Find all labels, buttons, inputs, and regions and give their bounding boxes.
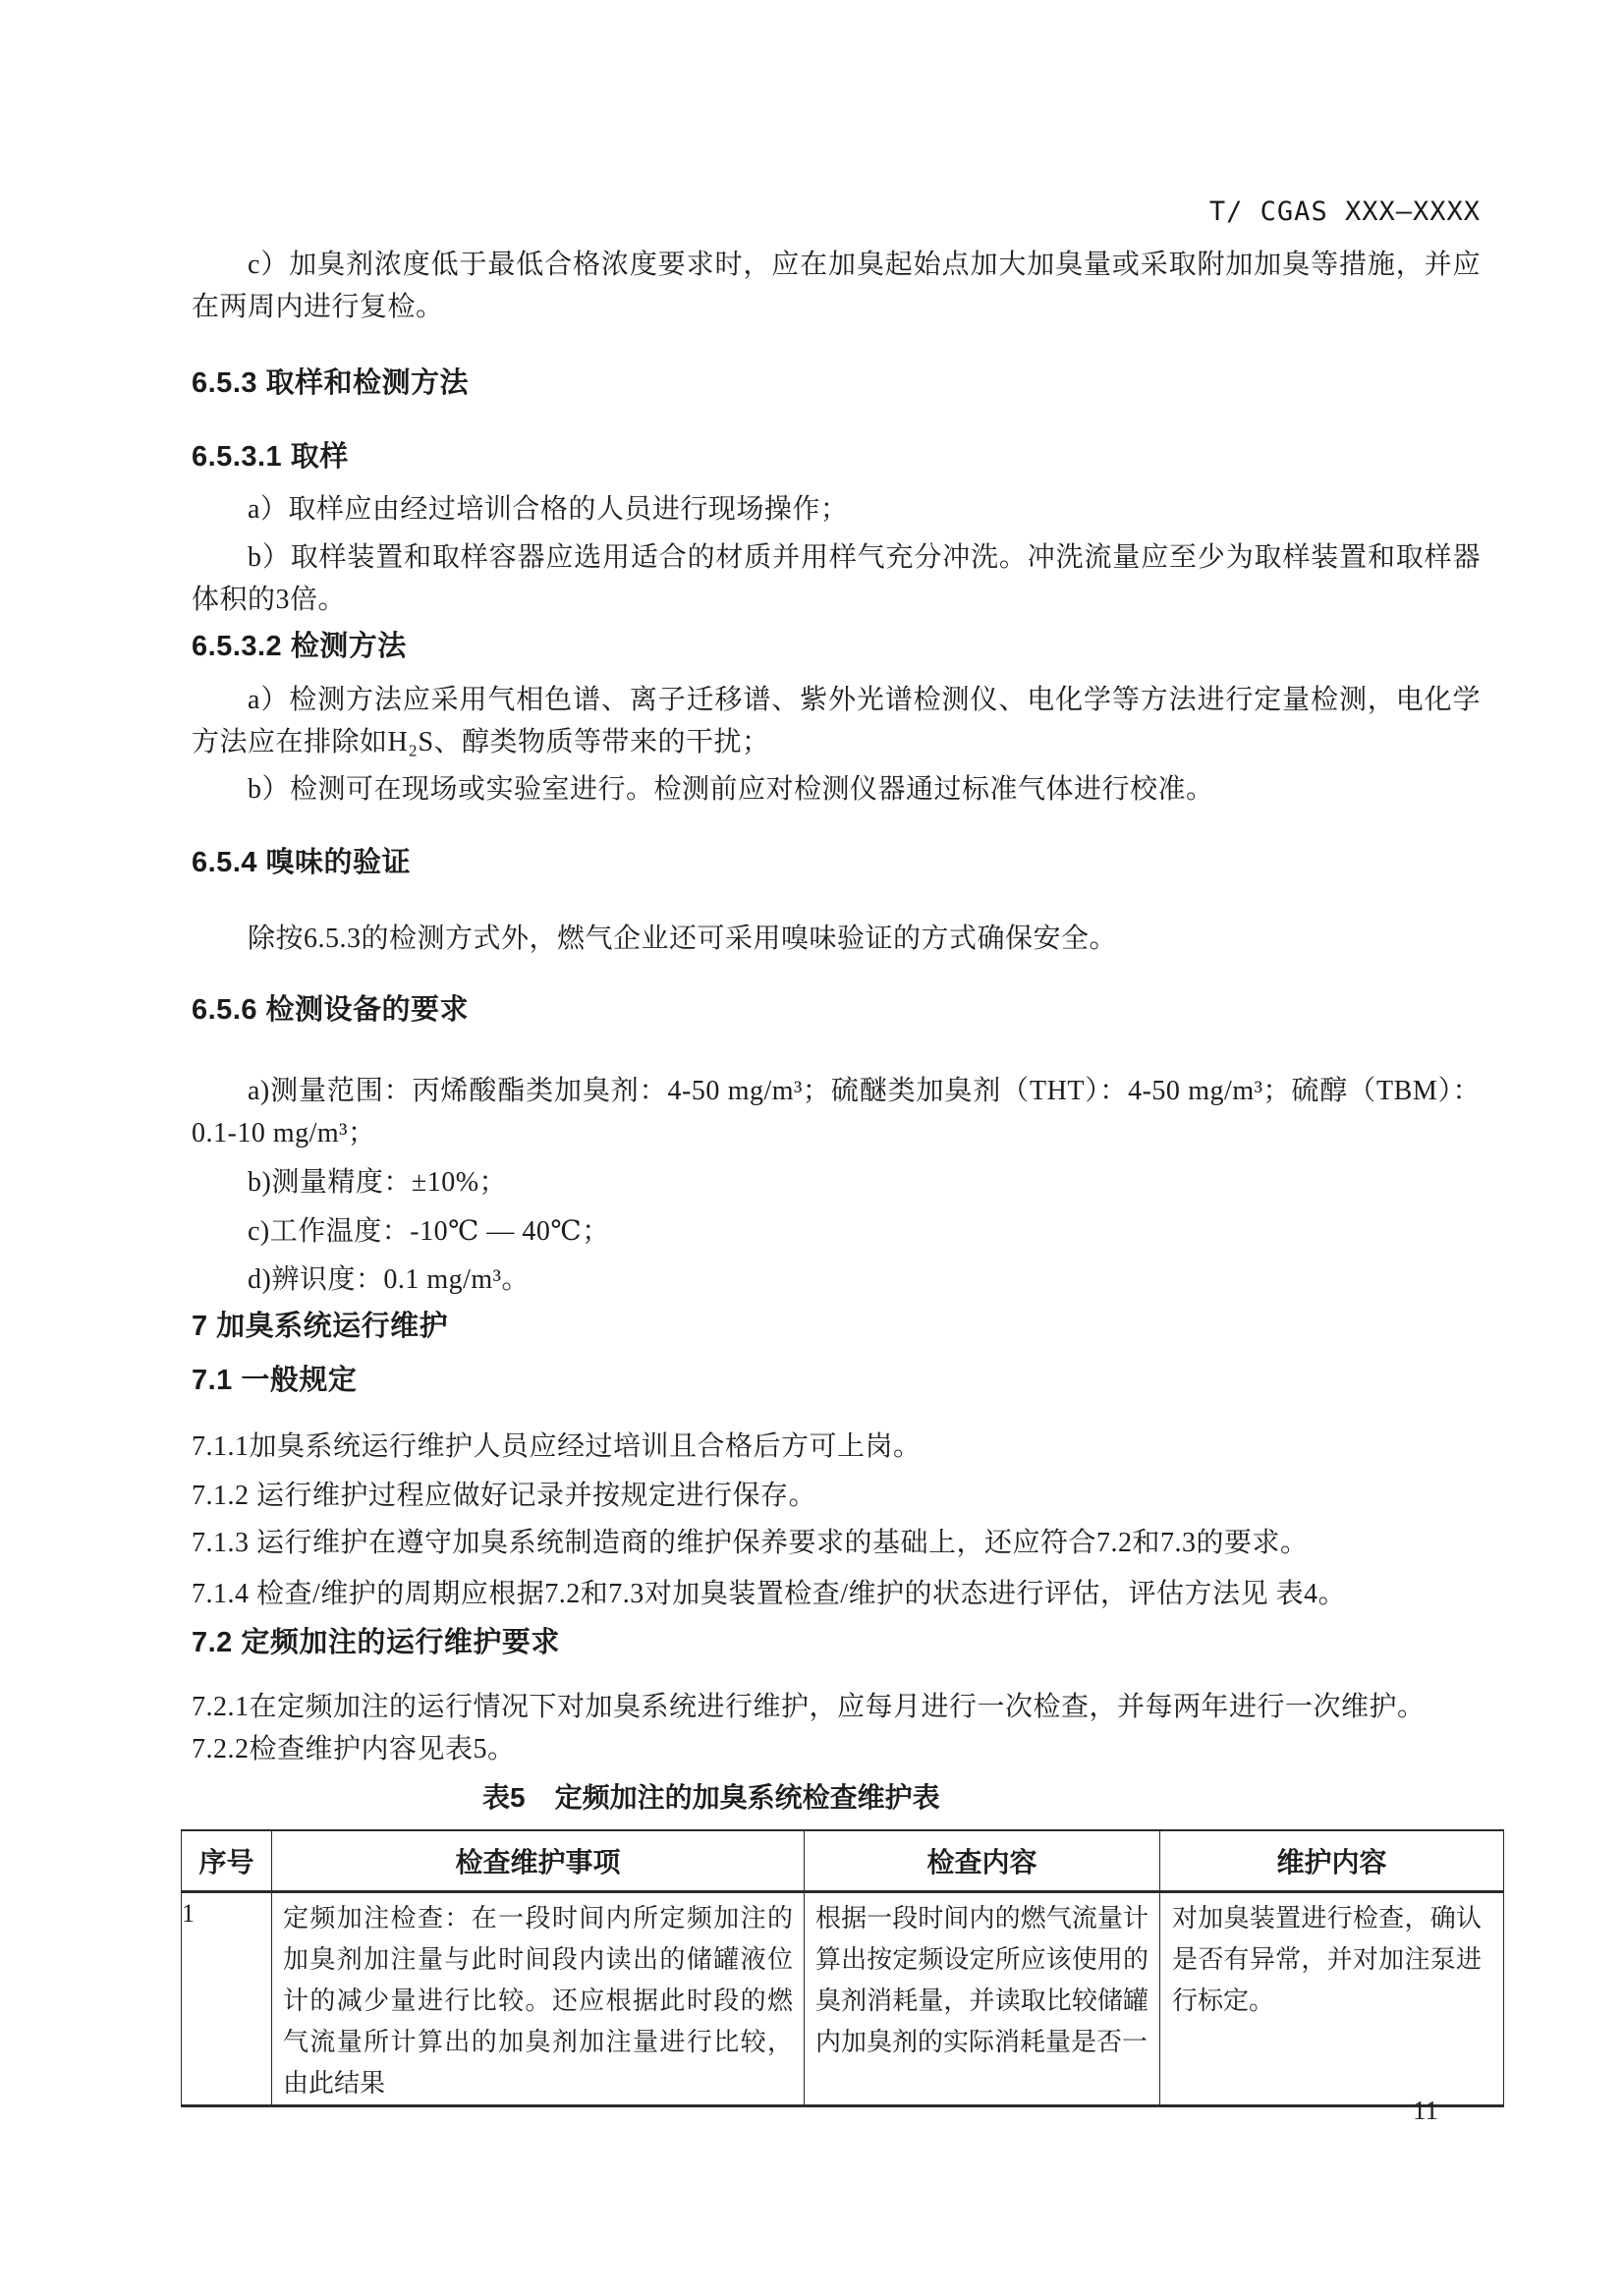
list-item-6-5-6-d: d)辨识度：0.1 mg/m³。 <box>248 1264 531 1295</box>
list-item-6-5-3-1-a: a）取样应由经过培训合格的人员进行现场操作； <box>248 494 849 525</box>
table-row <box>182 1891 1504 2105</box>
paragraph-7-1-1: 7.1.1加臭系统运行维护人员应经过培训且合格后方可上岗。 <box>192 1431 922 1462</box>
heading-6-5-6: 6.5.6 检测设备的要求 <box>192 994 470 1026</box>
heading-7-1: 7.1 一般规定 <box>192 1365 358 1396</box>
heading-6-5-3-2: 6.5.3.2 检测方法 <box>192 631 407 662</box>
paragraph-7-1-3: 7.1.3 运行维护在遵守加臭系统制造商的维护保养要求的基础上，还应符合7.2和7.3的要求。 <box>192 1528 1309 1558</box>
table5-col-header-item: 检查维护事项 <box>272 1830 805 1891</box>
table5-col-header-no: 序号 <box>182 1830 272 1891</box>
table5-header-row <box>182 1830 1504 1891</box>
heading-6-5-3: 6.5.3 取样和检测方法 <box>192 367 470 399</box>
doc-code-header: T/ CGAS XXX—XXXX <box>1208 196 1481 227</box>
table5-row1-check: 根据一段时间内的燃气流量计算出按定频设定所应该使用的臭剂消耗量，并读取比较储罐内加臭剂的实际消耗量是否一 <box>805 1891 1160 2105</box>
paragraph-7-2-1: 7.2.1在定频加注的运行情况下对加臭系统进行维护，应每月进行一次检查，并每两年进行一次维护。 <box>192 1692 1426 1722</box>
list-item-6-5-3-2-b: b）检测可在现场或实验室进行。检测前应对检测仪器通过标准气体进行校准。 <box>248 774 1214 805</box>
paragraph-c-item: c）加臭剂浓度低于最低合格浓度要求时，应在加臭起始点加大加臭量或采取附加加臭等措施，并应在两周内进行复检。 <box>192 250 1481 322</box>
table5 <box>181 1829 1504 2107</box>
table5-caption-title: 定频加注的加臭系统检查维护表 <box>554 1782 940 1813</box>
page-number: 11 <box>1413 2096 1438 2125</box>
heading-7-2: 7.2 定频加注的运行维护要求 <box>192 1627 560 1658</box>
paragraph-7-2-2: 7.2.2检查维护内容见表5。 <box>192 1734 516 1764</box>
paragraph-7-1-4: 7.1.4 检查/维护的周期应根据7.2和7.3对加臭装置检查/维护的状态进行评估，评估方法见 表4。 <box>192 1579 1347 1609</box>
table5-col-header-check: 检查内容 <box>805 1830 1160 1891</box>
list-item-6-5-3-2-a: a）检测方法应采用气相色谱、离子迁移谱、紫外光谱检测仪、电化学等方法进行定量检测，电化学方法应在排除如H₂S、醇类物质等带来的干扰； <box>192 685 1481 757</box>
table5-row1-item: 定频加注检查：在一段时间内所定频加注的加臭剂加注量与此时间段内读出的储罐液位计的减少量进行比较。还应根据此时段的燃气流量所计算出的加臭剂加注量进行比较，由此结果 <box>272 1891 805 2105</box>
list-item-6-5-3-1-b: b）取样装置和取样容器应选用适合的材质并用样气充分冲洗。冲洗流量应至少为取样装置和取样器体积的3倍。 <box>192 542 1481 615</box>
table5-col-header-maintenance: 维护内容 <box>1160 1830 1504 1891</box>
heading-6-5-4: 6.5.4 嗅味的验证 <box>192 847 412 878</box>
heading-6-5-3-1: 6.5.3.1 取样 <box>192 441 349 473</box>
table5-caption <box>482 1778 940 1818</box>
heading-7: 7 加臭系统运行维护 <box>192 1311 449 1342</box>
table5-row1-no: 1 <box>182 1891 272 2105</box>
list-item-6-5-6-c: c)工作温度：-10℃ — 40℃； <box>248 1216 610 1247</box>
list-item-6-5-6-a: a)测量范围：丙烯酸酯类加臭剂：4-50 mg/m³；硫醚类加臭剂（THT）：4-50 mg/m³；硫醇（TBM）：0.1-10 mg/m³； <box>192 1076 1481 1148</box>
list-item-6-5-6-b: b)测量精度：±10%； <box>248 1167 508 1198</box>
table5-caption-label: 表5 <box>482 1782 526 1813</box>
table5-row1-maintenance: 对加臭装置进行检查，确认是否有异常，并对加注泵进行标定。 <box>1160 1891 1504 2105</box>
paragraph-7-1-2: 7.1.2 运行维护过程应做好记录并按规定进行保存。 <box>192 1481 817 1511</box>
paragraph-6-5-4: 除按6.5.3的检测方式外，燃气企业还可采用嗅味验证的方式确保安全。 <box>248 924 1118 954</box>
